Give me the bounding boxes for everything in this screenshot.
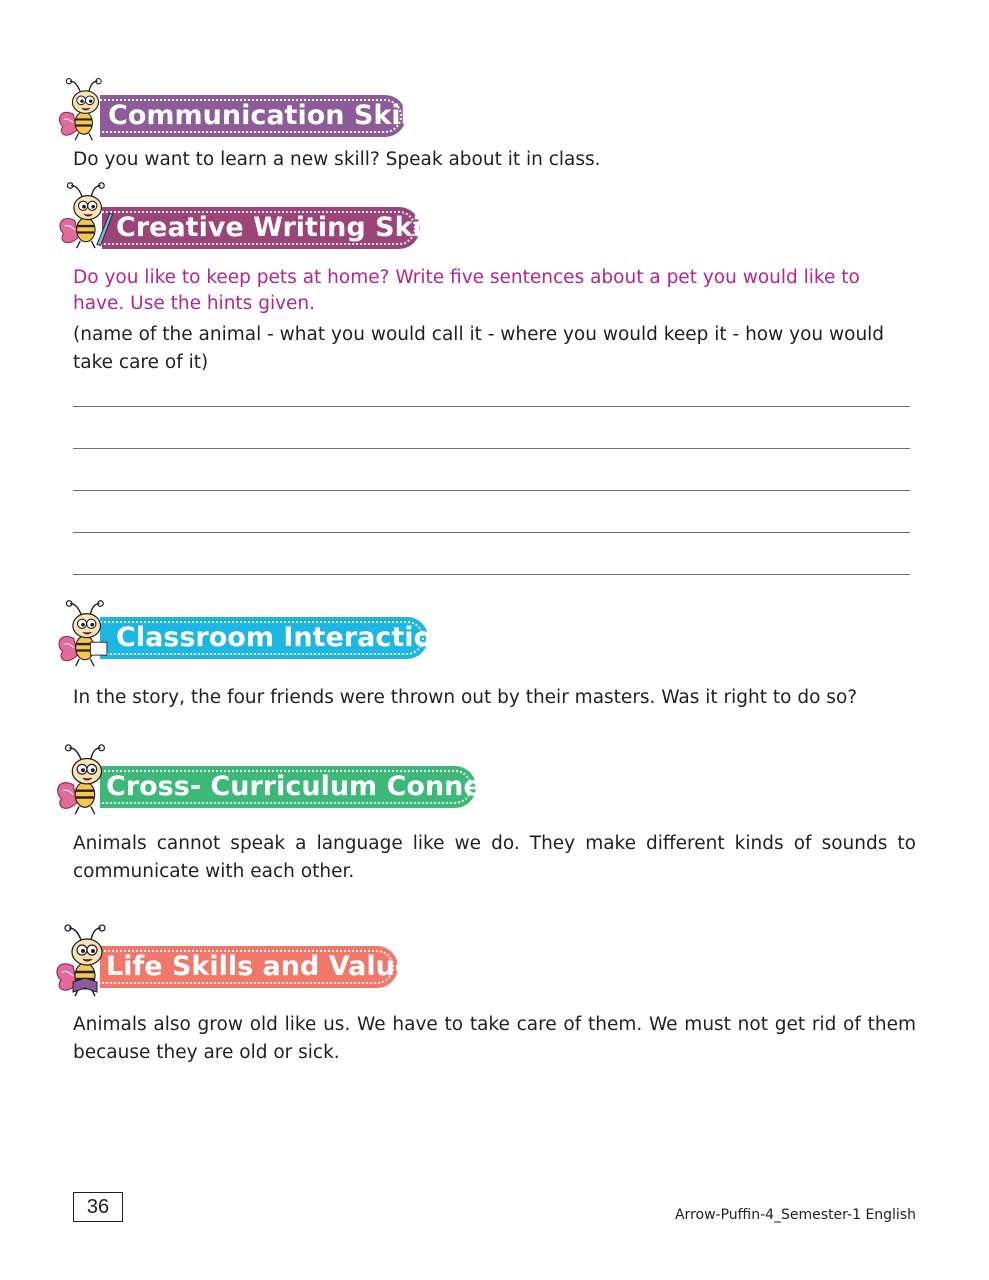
page-number: 36 xyxy=(73,1192,123,1222)
bee-mascot-icon xyxy=(52,742,114,816)
cross-curriculum-title: Cross- Curriculum Connect xyxy=(106,771,511,802)
creative-writing-banner xyxy=(102,207,457,249)
creative-writing-hints: (name of the animal - what you would call it - where you would keep it - how you would take care of it) xyxy=(73,324,885,373)
classroom-interaction-title: Classroom Interaction xyxy=(116,622,452,653)
writing-line-4[interactable] xyxy=(73,532,910,533)
cross-curriculum-heading xyxy=(52,742,511,814)
life-skills-title: Life Skills and Values xyxy=(106,951,430,982)
writing-line-3[interactable] xyxy=(73,490,910,491)
creative-writing-title: Creative Writing Skills xyxy=(116,212,457,243)
bee-mascot-icon xyxy=(52,76,112,142)
bee-mascot-with-book-icon xyxy=(52,598,114,668)
bee-mascot-with-pencil-icon xyxy=(52,180,116,250)
cross-curriculum-banner xyxy=(100,766,511,808)
communication-skills-heading xyxy=(52,82,436,148)
life-skills-heading xyxy=(52,922,430,998)
footer-book-title: Arrow-Puffin-4_Semester-1 English xyxy=(674,1207,916,1223)
writing-line-2[interactable] xyxy=(73,448,910,449)
classroom-interaction-banner xyxy=(100,617,452,659)
classroom-interaction-heading xyxy=(52,598,452,670)
cross-curriculum-text: Animals cannot speak a language like we do. They make different kinds of sounds to communicate with each other. xyxy=(73,833,916,882)
communication-skills-title: Communication Skills xyxy=(108,100,436,131)
communication-skills-text: Do you want to learn a new skill? Speak about it in class. xyxy=(73,149,601,170)
life-skills-banner xyxy=(100,946,430,988)
communication-skills-banner xyxy=(100,95,436,137)
life-skills-text: Animals also grow old like us. We have to take care of them. We must not get rid of them because they are old or sick. xyxy=(73,1014,916,1063)
classroom-interaction-text: In the story, the four friends were thrown out by their masters. Was it right to do so? xyxy=(73,687,858,708)
creative-writing-instruction: Do you like to keep pets at home? Write five sentences about a pet you would like to have. Use the hints given. xyxy=(73,267,860,314)
creative-writing-heading xyxy=(52,190,457,260)
bee-mascot-reading-icon xyxy=(52,922,114,998)
writing-line-5[interactable] xyxy=(73,574,910,575)
writing-line-1[interactable] xyxy=(73,406,910,407)
